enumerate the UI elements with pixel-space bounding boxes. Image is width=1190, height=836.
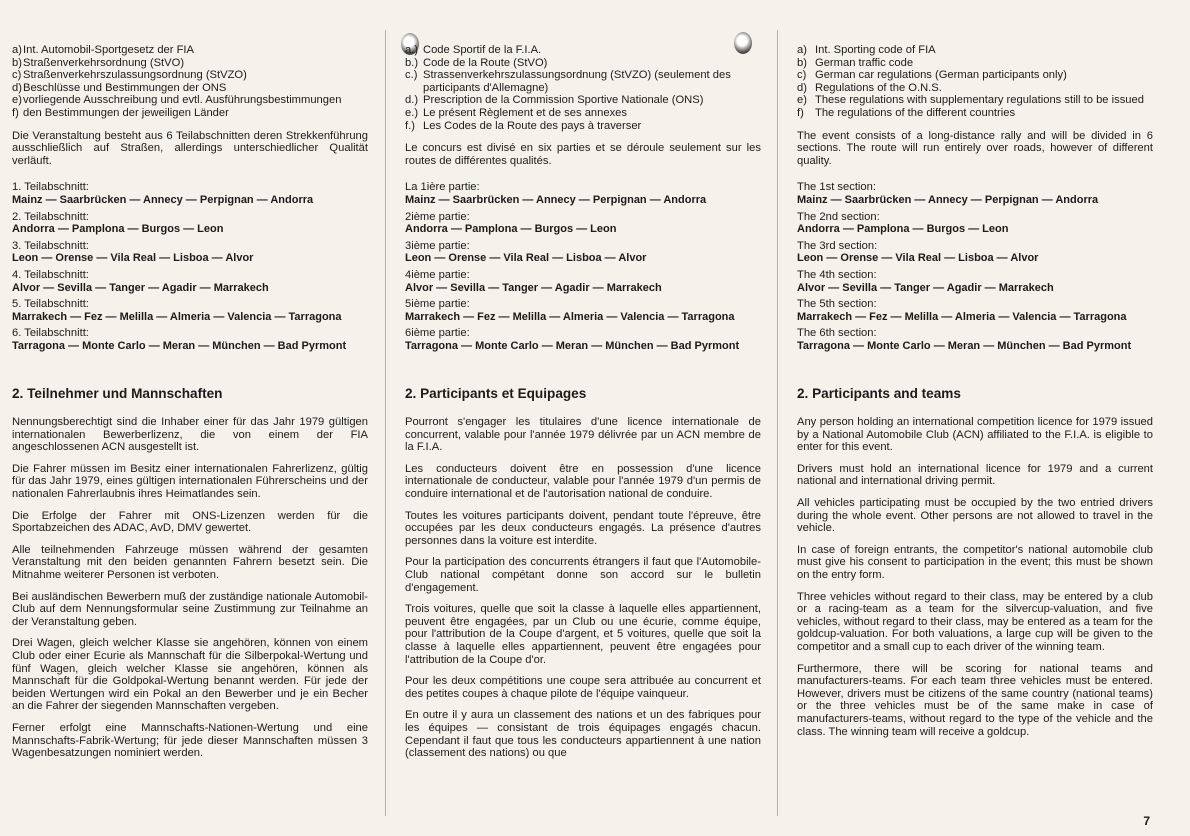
list-text: These regulations with supplementary regulations still to be issued [815,94,1144,107]
list-text: Les Codes de la Route des pays à traverser [423,119,642,132]
list-label: b) [797,56,807,69]
list-label: c) [797,69,807,82]
section-route: Marrakech — Fez — Melilla — Almeria — Valencia — Tarragona [405,310,735,323]
section-route: Mainz — Saarbrücken — Annecy — Perpignan — Andorra [12,193,314,206]
list-item [405,69,761,94]
list-label: f) [797,106,804,119]
body-paragraph: In case of foreign entrants, the competitor's national automobile club must give his consent to participation in the event; this must be shown on the entry form. [797,543,1153,581]
section-label: The 6th section: [797,327,877,340]
section-label: The 4th section: [797,268,877,281]
body-paragraph: Bei ausländischen Bewerbern muß der zuständige nationale Automobil-Club auf dem Nennungsformular seine Zustimmung zur Teilnahme an der Veranstaltung geben. [12,590,368,628]
section-route: Mainz — Saarbrücken — Annecy — Perpignan — Andorra [405,193,707,206]
section-route: Tarragona — Monte Carlo — Meran — München — Bad Pyrmont [797,339,1132,352]
section-route: Leon — Orense — Vila Real — Lisboa — Alvor [405,252,647,265]
list-text: Le présent Règlement et de ses annexes [423,106,627,119]
body-paragraph: En outre il y aura un classement des nations et un des fabriques pour les équipes — consistant de trois équipages engagés chacun. Cependant il faut que tous les conducteurs appartiennent à une nation (classement des nations) ou que [405,709,761,760]
section-label: 4. Teilabschnitt: [12,268,89,281]
list-text: den Bestimmungen der jeweiligen Länder [23,106,229,119]
body-paragraph: Furthermore, there will be scoring for national teams and manufacturers-teams. For each team three vehicles must be entered. However, drivers must be citizens of the same country (national teams) or the three vehicles must be of the same make in case of manufacturers-teams, without regard to the type of the vehicle and the class. The winning team will receive a goldcup. [797,662,1153,738]
list-item [405,57,761,70]
body-paragraph: Drivers must hold an international licence for 1979 and a current national and international driving permit. [797,462,1153,488]
list-text: The regulations of the different countries [815,106,1016,119]
list-item [797,57,1153,70]
body-paragraph: Les conducteurs doivent être en possession d'une licence internationale de conducteur, valable pour l'année 1979 d'un permis de conduire international et de l'autorisation national de conduire. [405,462,761,501]
list-label: a) [12,44,22,56]
list-text: Code Sportif de la F.I.A. [423,44,542,56]
section-route: Marrakech — Fez — Melilla — Almeria — Valencia — Tarragona [797,310,1127,323]
section-label: La 1ière partie: [405,181,480,194]
english-column [797,44,1153,747]
column-divider [385,30,386,816]
section-label: 3ième partie: [405,239,470,252]
body-paragraph: Pour la participation des concurrents étrangers il faut que l'Automobile-Club national compétant donne son accord sur le bulletin d'engagement. [405,556,761,594]
body-paragraph: Die Erfolge der Fahrer mit ONS-Lizenzen werden für die Sportabzeichen des ADAC, AvD, DMV gewertet. [12,509,368,535]
section-route: Alvor — Sevilla — Tanger — Agadir — Marrakech [797,281,1054,294]
body-paragraph: Pourront s'engager les titulaires d'une licence internationale de concurrent, valable pour l'année 1979 délivrée par un ACN membre de la F.I.A. [405,416,761,454]
list-text: German car regulations (German participants only) [815,69,1067,82]
list-text: vorliegende Ausschreibung und evtl. Ausführungsbestimmungen [23,94,342,107]
list-item [405,44,761,57]
list-text: Int. Automobil-Sportgesetz der FIA [23,44,195,56]
list-item [405,107,761,120]
list-text: Beschlüsse und Bestimmungen der ONS [23,81,227,94]
body-paragraph: Toutes les voitures participants doivent, pendant toute l'épreuve, être occupées par les deux conducteurs engagés. La présence d'autres personnes dans la voiture est interdite. [405,509,761,547]
list-label: b.) [405,56,419,69]
body-paragraph: Three vehicles without regard to their class, may be entered by a club or a racing-team as a team for the silvercup-valuation, and five vehicles, without regard to their class, may be entered as a team for the goldcup-valuation. For both valuations, a large cup will be given to the competitor and a small cup to each driver of the winning team. [797,590,1153,653]
section-label: 6. Teilabschnitt: [12,327,89,340]
list-label: d.) [405,94,419,107]
list-label: a.) [405,44,419,56]
section-heading: 2. Teilnehmer und Mannschaften [12,386,223,402]
section-route: Tarragona — Monte Carlo — Meran — München — Bad Pyrmont [405,339,740,352]
column-divider [777,30,778,816]
body-paragraph: Pour les deux compétitions une coupe sera attribuée au concurrent et des petites coupes à chaque pilote de l'équipe vainqueur. [405,675,761,700]
route-sections [797,181,1153,352]
section-route: Alvor — Sevilla — Tanger — Agadir — Marrakech [405,281,662,294]
section-route: Tarragona — Monte Carlo — Meran — München — Bad Pyrmont [12,339,347,352]
list-text: Straßenverkehrsordnung (StVO) [23,56,185,69]
list-item [797,82,1153,95]
body-paragraph: Drei Wagen, gleich welcher Klasse sie angehören, können von einem Club oder einer Ecurie als Mannschaft für die Silberpokal-Wertung und fünf Wagen, gleich welcher Klasse sie angehören, können als Mannschaft für die Goldpokal-Wertung benannt werden. Für jede der beiden Wertungen wird ein Pokal an den Bewerber und je ein Becher an die Fahrer der siegenden Mannschaften vergeben. [12,637,368,713]
section-label: 6ième partie: [405,327,470,340]
section-label: 4ième partie: [405,268,470,281]
german-column [12,44,368,769]
regulations-list [797,44,1153,120]
section-label: 5. Teilabschnitt: [12,298,89,311]
list-item [797,94,1153,107]
section-label: 3. Teilabschnitt: [12,239,89,252]
list-item [12,94,368,107]
section-route: Mainz — Saarbrücken — Annecy — Perpignan — Andorra [797,193,1099,206]
section-route: Leon — Orense — Vila Real — Lisboa — Alvor [12,252,254,265]
list-text: Prescription de la Commission Sportive Nationale (ONS) [423,94,704,107]
regulations-list [405,44,761,132]
body-paragraph: Ferner erfolgt eine Mannschafts-Nationen-Wertung und eine Mannschafts-Fabrik-Wertung; für jede dieser Mannschaften müssen 3 Wagenbesatzungen nominiert werden. [12,721,368,760]
section-heading: 2. Participants and teams [797,386,961,402]
french-column [405,44,761,769]
list-text: Regulations of the O.N.S. [815,81,942,94]
body-paragraph: Die Fahrer müssen im Besitz einer internationalen Fahrerlizenz, gültig für das Jahr 1979, eines gültigen internationalen Führerscheins und der nationalen Fahrerlaubnis ihres Heimatlandes sein. [12,462,368,501]
route-sections [12,181,368,352]
list-item [12,57,368,70]
section-label: 2. Teilabschnitt: [12,210,89,223]
body-paragraph: Nennungsberechtigt sind die Inhaber einer für das Jahr 1979 gültigen internationalen Bewerberlizenz, die von einem der FIA angeschlossenen ACN ausgestellt ist. [12,416,368,454]
section-heading: 2. Participants et Equipages [405,386,587,402]
section-label: The 2nd section: [797,210,880,223]
list-label: c) [12,69,22,82]
intro-paragraph: The event consists of a long-distance rally and will be divided in 6 sections. The route will run entirely over roads, however of different quality. [797,129,1153,167]
regulations-list [12,44,368,120]
list-text: Straßenverkehrszulassungsordnung (StVZO) [23,69,247,82]
section-label: The 5th section: [797,298,877,311]
section-route: Alvor — Sevilla — Tanger — Agadir — Marrakech [12,281,269,294]
list-item [797,44,1153,57]
page-number: 7 [1143,814,1150,828]
list-label: f) [12,106,19,119]
list-item [12,107,368,120]
intro-paragraph: Die Veranstaltung besteht aus 6 Teilabschnitten deren Strekkenführung ausschließlich auf Straßen, allerdings unterschiedlicher Qualität verläuft. [12,129,368,167]
section-label: 5ième partie: [405,298,470,311]
list-text: German traffic code [815,56,914,69]
list-item [405,120,761,133]
section-route: Leon — Orense — Vila Real — Lisboa — Alvor [797,252,1039,265]
list-item [797,69,1153,82]
section-route: Andorra — Pamplona — Burgos — Leon [12,223,224,236]
intro-paragraph: Le concurs est divisé en six parties et se déroule seulement sur les routes de différentes qualités. [405,142,761,167]
list-text: Int. Sporting code of FIA [815,44,936,56]
list-item [797,107,1153,120]
section-route: Andorra — Pamplona — Burgos — Leon [797,223,1009,236]
list-text: Strassenverkehrszulassungsordnung (StVZO) (seulement des participants d'Allemagne) [423,69,731,94]
list-label: e.) [405,106,419,119]
section-label: 2ième partie: [405,210,470,223]
section-label: The 3rd section: [797,239,878,252]
list-label: e) [12,94,22,107]
section-route: Marrakech — Fez — Melilla — Almeria — Valencia — Tarragona [12,310,342,323]
list-label: d) [797,81,807,94]
body-paragraph: Alle teilnehmenden Fahrzeuge müssen während der gesamten Veranstaltung mit den beiden genannten Fahrern besetzt sein. Die Mitnahme weiterer Personen ist verboten. [12,543,368,581]
body-paragraph: Any person holding an international competition licence for 1979 issued by a National Automobile Club (ACN) affiliated to the F.I.A. is eligible to enter for this event. [797,416,1153,454]
list-label: d) [12,81,22,94]
list-text: Code de la Route (StVO) [423,56,548,69]
list-item [12,69,368,82]
list-label: b) [12,56,22,69]
route-sections [405,181,761,352]
body-paragraph: All vehicles participating must be occupied by the two entried drivers during the whole event. Other persons are not allowed to travel in the vehicle. [797,497,1153,535]
list-label: f.) [405,119,415,132]
list-label: c.) [405,69,418,82]
section-route: Andorra — Pamplona — Burgos — Leon [405,223,617,236]
section-label: 1. Teilabschnitt: [12,181,89,194]
list-item [12,44,368,57]
section-label: The 1st section: [797,181,876,194]
body-paragraph: Trois voitures, quelle que soit la classe à laquelle elles appartiennent, peuvent être engagées, par un Club ou une écurie, comme équipe, pour l'attribution de la Coupe d'argent, et 5 voitures, quelle que soit la classe à laquelle elles appartiennent, peuvent être engagées pour l'attribution de la Coupe d'or. [405,603,761,666]
list-label: a) [797,44,807,56]
list-label: e) [797,94,807,107]
list-item [12,82,368,95]
list-item [405,94,761,107]
